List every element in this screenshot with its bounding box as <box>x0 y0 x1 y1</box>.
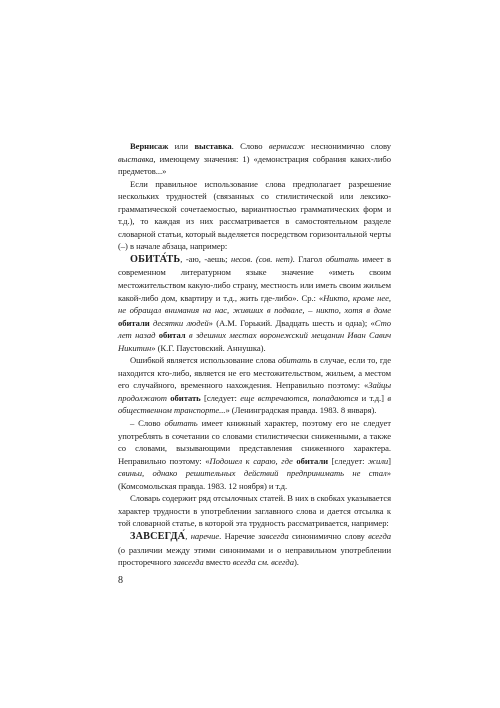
page-number: 8 <box>118 575 123 586</box>
paragraph-references: Словарь содержит ряд отсылочных статей. В них в скобках указывается характер трудности в употреблении заглавного слова и дается отсылка к той словарной статье, в которой эта трудность рассматривается, например: <box>118 493 391 529</box>
paragraph-zavsegda: ЗАВСЕГДА́, наречие. Наречие завсегда синонимично слову всегда (о различии между этими синонимами и о неправильном употреблении просторечного завсегда вместо всегда см. всегда). <box>118 530 391 568</box>
headword-obitat: ОБИТА́ТЬ <box>130 253 181 265</box>
headword-vernisazh: Вернисаж <box>130 141 169 151</box>
body-text <box>118 140 391 569</box>
headword-zavsegda: ЗАВСЕГДА́ <box>130 530 186 542</box>
paragraph-vernisazh: Вернисаж или выставка. Слово вернисаж неснонимично слову выставка, имеющему значения: 1) «демонстрация собрания каких-либо предметов...» <box>118 141 391 177</box>
paragraph-error: Ошибкой является использование слова обитать в случае, если то, где находится кто-либо, является не его местожительством, жильем, а местом его случайного, временного нахождения. Неправильно поэтому: «Зайцы продолжают обитать [следует: еще встречаются, попадаются и т.д.] в общественном транспорте...» (Ленинградская правда. 1983. 8 января). <box>118 355 392 416</box>
paragraph-bookish: – Слово обитать имеет книжный характер, поэтому его не следует употреблять в сочетании со словами стилистически сниженными, а также со словами, вызывающими представления сниженного характера. Неправильно поэтому: «Подошел к сараю, где обитали [следует: жили] свиньи, однако решительных действий предпринимать не стал» (Комсомольская правда. 1983. 12 ноября) и т.д. <box>118 418 391 491</box>
headword-vystavka: выставка <box>194 141 232 151</box>
paragraph-obitat: ОБИТА́ТЬ, -аю, -аешь; несов. (сов. нет). Глагол обитать имеет в современном литературном языке значение «иметь своим местожительством какую-либо страну, местность или иметь своим жильем какой-либо дом, квартиру и т.д., жить где-либо». Ср.: «Никто, кроме нее, не обращал внимания на нас, живших в подвале, – никто, хотя в доме обитали десятки людей» (А.М. Горький. Двадцать шесть и одна); «Сто лет назад обитал в здешних местах воронежский мещанин Иван Савич Никитин» (К.Г. Паустовский. Аннушка). <box>118 253 392 353</box>
paragraph-intro: Если правильное использование слова предполагает разрешение нескольких трудностей (связанных со стилистической или лексико-грамматической сочетаемостью, вариантностью грамматических форм и т.д.), то каждая из них рассматривается в самостоятельном разделе словарной статьи, который выделяется посредством горизонтальной черты (–) в начале абзаца, например: <box>118 178 391 252</box>
